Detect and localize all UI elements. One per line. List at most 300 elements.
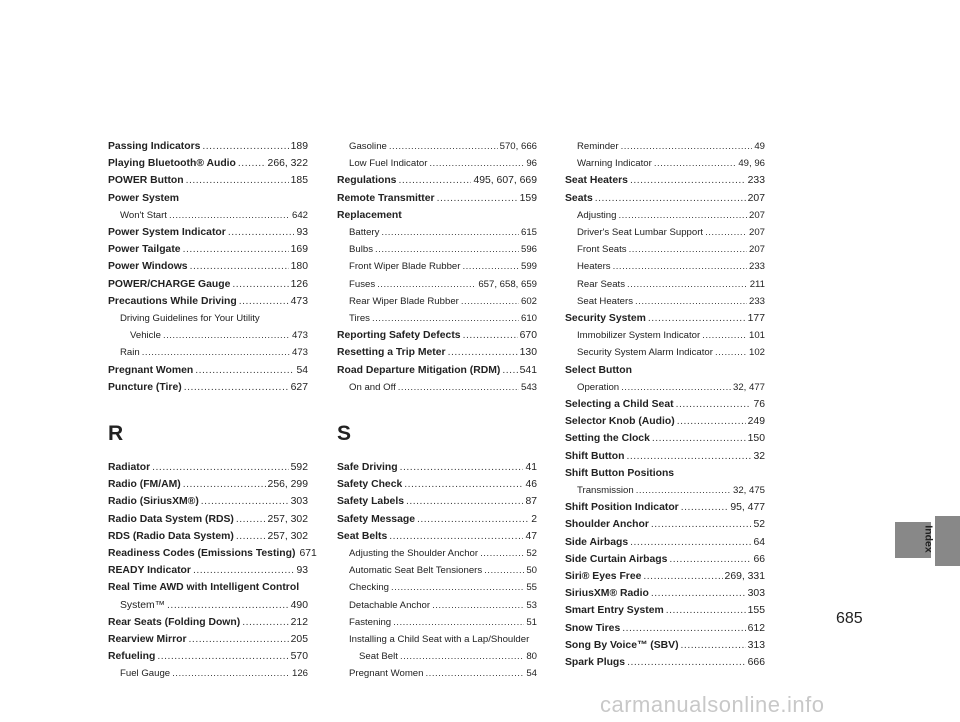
index-entry[interactable] — [565, 637, 765, 654]
index-entry-pages: 570, 666 — [499, 141, 537, 152]
index-entry[interactable] — [337, 293, 537, 310]
index-entry[interactable] — [337, 344, 537, 361]
index-entry[interactable] — [337, 379, 537, 396]
leader-dots — [186, 172, 289, 189]
index-entry[interactable] — [337, 276, 537, 293]
leader-dots — [480, 545, 524, 562]
index-entry[interactable] — [337, 138, 537, 155]
index-entry-pages: 49 — [754, 141, 765, 152]
index-entry-pages: 155 — [747, 605, 765, 617]
index-entry-pages: 180 — [290, 261, 308, 273]
index-entry-label: Setting the Clock — [565, 433, 650, 445]
index-entry[interactable] — [565, 155, 765, 172]
index-entry[interactable] — [337, 190, 537, 207]
index-entry-label: Refueling — [108, 651, 156, 663]
index-column-1 — [108, 138, 317, 683]
index-entry-pages: 612 — [747, 622, 765, 634]
index-entry-label: Road Departure Mitigation (RDM) — [337, 364, 501, 376]
leader-dots — [228, 224, 295, 241]
leader-dots — [702, 327, 747, 344]
index-entry-label: Song By Voice™ (SBV) — [565, 639, 679, 651]
index-entry[interactable] — [108, 327, 308, 344]
index-entry[interactable] — [565, 224, 765, 241]
leader-dots — [621, 138, 753, 155]
index-entry[interactable] — [108, 614, 308, 631]
index-entry-pages: 256, 299 — [267, 479, 308, 491]
leader-dots — [201, 493, 289, 510]
index-entry-label: Remote Transmitter — [337, 192, 435, 204]
index-entry-pages: 177 — [747, 313, 765, 325]
index-entry-pages: 266, 322 — [267, 158, 308, 170]
side-tab-label: Index — [922, 525, 935, 553]
index-entry-label: Regulations — [337, 175, 397, 187]
leader-dots — [630, 172, 746, 189]
leader-dots — [172, 665, 290, 682]
leader-dots — [167, 597, 289, 614]
leader-dots — [183, 241, 289, 258]
index-entry-pages: 51 — [526, 616, 537, 628]
leader-dots — [627, 276, 748, 293]
index-entry[interactable] — [108, 579, 308, 596]
index-entry-pages: 54 — [526, 668, 537, 680]
index-entry-label: Adjusting — [577, 209, 617, 221]
index-entry[interactable] — [108, 545, 317, 562]
leader-dots — [238, 155, 266, 172]
watermark: carmanualsonline.info — [600, 692, 825, 717]
leader-dots — [425, 665, 524, 682]
leader-dots — [142, 344, 290, 361]
index-entry[interactable] — [337, 493, 537, 510]
index-entry-label: POWER/CHARGE Gauge — [108, 278, 231, 290]
index-entry[interactable] — [108, 379, 308, 396]
index-entry-label: Power Tailgate — [108, 244, 181, 256]
leader-dots — [372, 310, 519, 327]
index-entry-label: Radiator — [108, 462, 151, 474]
index-entry[interactable] — [108, 172, 308, 189]
index-entry-label: Fuel Gauge — [120, 668, 171, 680]
index-entry[interactable] — [565, 138, 765, 155]
leader-dots — [635, 293, 747, 310]
index-entry-pages: 93 — [296, 565, 308, 577]
index-entry-pages: 473 — [291, 347, 308, 359]
index-entry-label: Radio (FM/AM) — [108, 479, 181, 491]
leader-dots — [389, 138, 498, 155]
index-entry[interactable] — [565, 448, 765, 465]
leader-dots — [461, 293, 519, 310]
index-entry[interactable] — [565, 379, 765, 396]
index-entry[interactable] — [108, 459, 308, 476]
index-entry-label: System™ — [120, 599, 166, 611]
index-entry[interactable] — [565, 430, 765, 447]
index-entry-label: Radio Data System (RDS) — [108, 513, 234, 525]
index-entry-pages: 126 — [291, 668, 308, 680]
index-entry-pages: 233 — [748, 295, 765, 307]
index-entry-label: Front Wiper Blade Rubber — [349, 261, 461, 273]
index-entry-label: Rearview Mirror — [108, 634, 187, 646]
index-entry[interactable] — [565, 293, 765, 310]
index-entry[interactable] — [565, 516, 765, 533]
index-entry[interactable] — [337, 172, 537, 189]
index-entry[interactable] — [108, 310, 308, 327]
leader-dots — [391, 579, 524, 596]
index-entry-pages: 541 — [519, 364, 537, 376]
index-entry-label: Adjusting the Shoulder Anchor — [349, 548, 479, 560]
index-entry-label: Driver's Seat Lumbar Support — [577, 227, 704, 239]
index-entry[interactable] — [565, 190, 765, 207]
leader-dots — [666, 602, 746, 619]
leader-dots — [622, 620, 745, 637]
index-entry-pages: 592 — [290, 462, 308, 474]
index-entry-label: Shift Position Indicator — [565, 502, 679, 514]
index-entry-pages: 249 — [747, 416, 765, 428]
index-entry-pages: 93 — [296, 227, 308, 239]
leader-dots — [630, 534, 751, 551]
index-entry-label: Real Time AWD with Intelligent Control — [108, 582, 300, 594]
index-entry-pages: 495, 607, 669 — [473, 175, 537, 187]
index-entry[interactable] — [565, 172, 765, 189]
index-entry[interactable] — [108, 597, 308, 614]
index-entry-pages: 96 — [526, 158, 537, 170]
index-entry-label: Spark Plugs — [565, 657, 626, 669]
index-entry-label: Warning Indicator — [577, 158, 652, 170]
index-entry-label: READY Indicator — [108, 565, 191, 577]
index-entry-label: On and Off — [349, 381, 396, 393]
index-entry-pages: 54 — [296, 364, 308, 376]
index-entry-pages: 32, 475 — [732, 485, 765, 497]
index-entry[interactable] — [108, 207, 308, 224]
index-entry[interactable] — [565, 465, 765, 482]
section-letter: S — [337, 422, 352, 446]
index-entry-label: Resetting a Trip Meter — [337, 347, 446, 359]
index-entry[interactable] — [337, 597, 537, 614]
index-entry[interactable] — [337, 241, 537, 258]
index-entry[interactable] — [565, 362, 765, 379]
leader-dots — [417, 511, 529, 528]
index-entry-label: Power Windows — [108, 261, 188, 273]
leader-dots — [193, 562, 294, 579]
index-entry[interactable] — [337, 327, 537, 344]
index-entry[interactable] — [565, 258, 765, 275]
index-entry[interactable] — [565, 585, 765, 602]
index-entry-pages: 49, 96 — [738, 158, 765, 170]
index-entry-label: Security System — [565, 313, 646, 325]
leader-dots — [202, 138, 288, 155]
index-side-tab — [922, 516, 960, 566]
leader-dots — [705, 224, 747, 241]
index-entry-pages: 473 — [290, 295, 308, 307]
index-entry-label: Battery — [349, 227, 380, 239]
leader-dots — [652, 430, 746, 447]
index-entry-pages: 102 — [748, 347, 765, 359]
index-entry[interactable] — [108, 258, 308, 275]
index-entry-label: Seats — [565, 192, 593, 204]
index-entry-label: Shift Button — [565, 450, 625, 462]
index-entry-label: Detachable Anchor — [349, 599, 431, 611]
index-entry[interactable] — [108, 293, 308, 310]
index-entry-label: Bulbs — [349, 244, 373, 256]
index-entry-pages: 95, 477 — [730, 502, 765, 514]
index-entry-label: Checking — [349, 582, 389, 594]
index-entry[interactable] — [565, 534, 765, 551]
leader-dots — [621, 379, 731, 396]
index-entry-label: Installing a Child Seat with a Lap/Shoulder — [349, 634, 530, 646]
index-entry[interactable] — [337, 528, 537, 545]
index-entry[interactable] — [108, 665, 308, 682]
index-entry[interactable] — [337, 545, 537, 562]
index-entry-label: Select Button — [565, 364, 632, 376]
index-entry-label: Heaters — [577, 261, 611, 273]
index-column-2 — [337, 138, 537, 683]
index-entry-pages: 642 — [291, 209, 308, 221]
index-entry-label: Operation — [577, 381, 620, 393]
index-entry-pages: 666 — [747, 657, 765, 669]
index-entry-label: Power System — [108, 192, 180, 204]
index-entry[interactable] — [565, 499, 765, 516]
index-entry-label: Seat Heaters — [565, 175, 628, 187]
leader-dots — [184, 379, 289, 396]
index-entry-label: Vehicle — [130, 330, 161, 342]
leader-dots — [651, 585, 746, 602]
leader-dots — [398, 379, 519, 396]
index-entry-pages: 610 — [520, 313, 537, 325]
index-entry-pages: 207 — [748, 209, 765, 221]
index-entry-label: Playing Bluetooth® Audio — [108, 158, 236, 170]
index-entry-pages: 87 — [525, 496, 537, 508]
leader-dots — [484, 562, 524, 579]
index-entry-pages: 570 — [290, 651, 308, 663]
index-entry-pages: 602 — [520, 295, 537, 307]
index-entry[interactable] — [565, 327, 765, 344]
leader-dots — [669, 551, 751, 568]
index-entry-pages: 80 — [526, 651, 537, 663]
index-entry[interactable] — [337, 362, 537, 379]
index-entry-label: Side Curtain Airbags — [565, 553, 668, 565]
index-entry[interactable] — [337, 631, 537, 648]
leader-dots — [381, 224, 519, 241]
leader-dots — [636, 482, 731, 499]
index-entry[interactable] — [565, 620, 765, 637]
index-entry-pages: 303 — [290, 496, 308, 508]
index-entry-pages: 46 — [525, 479, 537, 491]
index-entry-pages: 50 — [526, 565, 537, 577]
index-entry-pages: 2 — [531, 513, 537, 525]
index-entry[interactable] — [337, 207, 537, 224]
index-entry-pages: 205 — [290, 634, 308, 646]
index-entry-label: Selector Knob (Audio) — [565, 416, 675, 428]
index-entry-pages: 269, 331 — [724, 571, 765, 583]
index-entry[interactable] — [565, 413, 765, 430]
index-entry-pages: 52 — [753, 519, 765, 531]
index-entry[interactable] — [337, 476, 537, 493]
index-entry-pages: 257, 302 — [267, 530, 308, 542]
index-entry-pages: 47 — [525, 530, 537, 542]
leader-dots — [404, 476, 523, 493]
index-entry-pages: 53 — [526, 599, 537, 611]
leader-dots — [643, 568, 722, 585]
leader-dots — [400, 459, 524, 476]
index-entry-pages: 32 — [753, 450, 765, 462]
index-entry-pages: 670 — [519, 330, 537, 342]
index-entry[interactable] — [108, 511, 308, 528]
index-entry[interactable] — [337, 224, 537, 241]
index-entry-label: Pregnant Women — [349, 668, 424, 680]
leader-dots — [375, 241, 519, 258]
index-entry[interactable] — [337, 579, 537, 596]
leader-dots — [651, 516, 752, 533]
index-entry[interactable] — [108, 648, 308, 665]
index-entry-label: Power System Indicator — [108, 227, 226, 239]
leader-dots — [406, 493, 523, 510]
index-entry[interactable] — [108, 224, 308, 241]
leader-dots — [183, 476, 266, 493]
leader-dots — [157, 648, 288, 665]
index-entry[interactable] — [337, 648, 537, 665]
index-entry[interactable] — [337, 511, 537, 528]
index-entry-pages: 313 — [747, 639, 765, 651]
index-entry-label: Safety Check — [337, 479, 403, 491]
leader-dots — [648, 310, 746, 327]
index-entry[interactable] — [565, 568, 765, 585]
index-entry-pages: 150 — [747, 433, 765, 445]
index-entry[interactable] — [565, 551, 765, 568]
leader-dots — [463, 327, 518, 344]
index-entry[interactable] — [565, 344, 765, 361]
index-entry-label: Security System Alarm Indicator — [577, 347, 713, 359]
index-entry[interactable] — [108, 155, 308, 172]
index-entry-pages: 185 — [290, 175, 308, 187]
index-entry-label: Tires — [349, 313, 370, 325]
leader-dots — [432, 597, 524, 614]
index-entry-pages: 126 — [290, 278, 308, 290]
index-column-3 — [565, 138, 765, 671]
leader-dots — [681, 499, 729, 516]
leader-dots — [502, 362, 517, 379]
index-entry-label: Safe Driving — [337, 462, 398, 474]
index-entry-label: SiriusXM® Radio — [565, 588, 649, 600]
leader-dots — [232, 276, 288, 293]
index-entry-label: Safety Message — [337, 513, 415, 525]
index-entry-label: Driving Guidelines for Your Utility — [120, 313, 260, 325]
index-entry[interactable] — [337, 258, 537, 275]
index-entry[interactable] — [565, 207, 765, 224]
index-entry[interactable] — [108, 493, 308, 510]
index-entry[interactable] — [337, 459, 537, 476]
index-entry[interactable] — [337, 310, 537, 327]
index-entry-pages: 473 — [291, 330, 308, 342]
index-entry[interactable] — [565, 241, 765, 258]
index-entry[interactable] — [337, 562, 537, 579]
index-entry-label: Gasoline — [349, 141, 387, 152]
index-entry[interactable] — [108, 631, 308, 648]
index-entry-label: Shift Button Positions — [565, 467, 675, 479]
page-number: 685 — [836, 610, 863, 627]
leader-dots — [677, 413, 746, 430]
index-entry[interactable] — [565, 276, 765, 293]
index-entry[interactable] — [108, 528, 308, 545]
index-entry-pages: 671 — [299, 548, 317, 560]
index-entry[interactable] — [565, 396, 765, 413]
index-entry-pages: 207 — [748, 227, 765, 239]
leader-dots — [400, 648, 524, 665]
index-entry-pages: 64 — [753, 536, 765, 548]
index-entry[interactable] — [565, 482, 765, 499]
index-entry-label: Seat Heaters — [577, 295, 633, 307]
index-entry-pages: 207 — [748, 244, 765, 256]
leader-dots — [613, 258, 747, 275]
index-entry-label: Pregnant Women — [108, 364, 194, 376]
leader-dots — [398, 172, 471, 189]
index-entry-pages: 130 — [519, 347, 537, 359]
index-entry-label: Precautions While Driving — [108, 295, 237, 307]
index-entry[interactable] — [108, 362, 308, 379]
leader-dots — [618, 207, 747, 224]
index-entry[interactable] — [565, 602, 765, 619]
section-letter: R — [108, 422, 124, 446]
index-entry-pages: 615 — [520, 227, 537, 239]
index-entry[interactable] — [108, 190, 308, 207]
leader-dots — [393, 614, 524, 631]
index-entry-pages: 101 — [748, 330, 765, 342]
index-entry-label: Front Seats — [577, 244, 627, 256]
leader-dots — [377, 276, 476, 293]
index-entry-pages: 212 — [290, 616, 308, 628]
leader-dots — [163, 327, 290, 344]
index-entry-label: Seat Belt — [359, 651, 398, 663]
index-entry-label: Safety Labels — [337, 496, 404, 508]
index-entry-pages: 76 — [753, 399, 765, 411]
index-entry-label: Selecting a Child Seat — [565, 399, 674, 411]
index-entry[interactable] — [337, 614, 537, 631]
index-entry[interactable] — [108, 476, 308, 493]
index-entry-label: Reminder — [577, 141, 619, 152]
index-entry[interactable] — [108, 344, 308, 361]
index-entry[interactable] — [108, 562, 308, 579]
index-entry[interactable] — [108, 276, 308, 293]
index-entry-label: Fastening — [349, 616, 392, 628]
index-entry[interactable] — [337, 155, 537, 172]
leader-dots — [676, 396, 752, 413]
leader-dots — [389, 528, 523, 545]
index-entry-pages: 211 — [749, 278, 765, 290]
index-entry-label: RDS (Radio Data System) — [108, 530, 234, 542]
index-entry-label: Replacement — [337, 209, 402, 221]
leader-dots — [190, 258, 289, 275]
index-entry-pages: 599 — [520, 261, 537, 273]
index-entry-label: Shoulder Anchor — [565, 519, 649, 531]
index-entry-label: Siri® Eyes Free — [565, 571, 642, 583]
index-entry-pages: 52 — [526, 548, 537, 560]
index-entry[interactable] — [565, 310, 765, 327]
index-entry-pages: 189 — [290, 141, 308, 152]
index-entry-pages: 32, 477 — [732, 381, 765, 393]
index-entry[interactable] — [337, 665, 537, 682]
leader-dots — [626, 448, 751, 465]
index-entry-label: Rear Seats (Folding Down) — [108, 616, 241, 628]
leader-dots — [681, 637, 746, 654]
index-entry-label: Side Airbags — [565, 536, 629, 548]
leader-dots — [654, 155, 736, 172]
index-entry-pages: 55 — [526, 582, 537, 594]
index-entry[interactable] — [565, 654, 765, 671]
index-entry[interactable] — [108, 138, 308, 155]
index-entry-pages: 207 — [747, 192, 765, 204]
index-entry[interactable] — [108, 241, 308, 258]
index-entry-pages: 257, 302 — [267, 513, 308, 525]
leader-dots — [715, 344, 747, 361]
index-entry-pages: 596 — [520, 244, 537, 256]
index-entry-label: Rain — [120, 347, 140, 359]
index-entry-pages: 159 — [519, 192, 537, 204]
